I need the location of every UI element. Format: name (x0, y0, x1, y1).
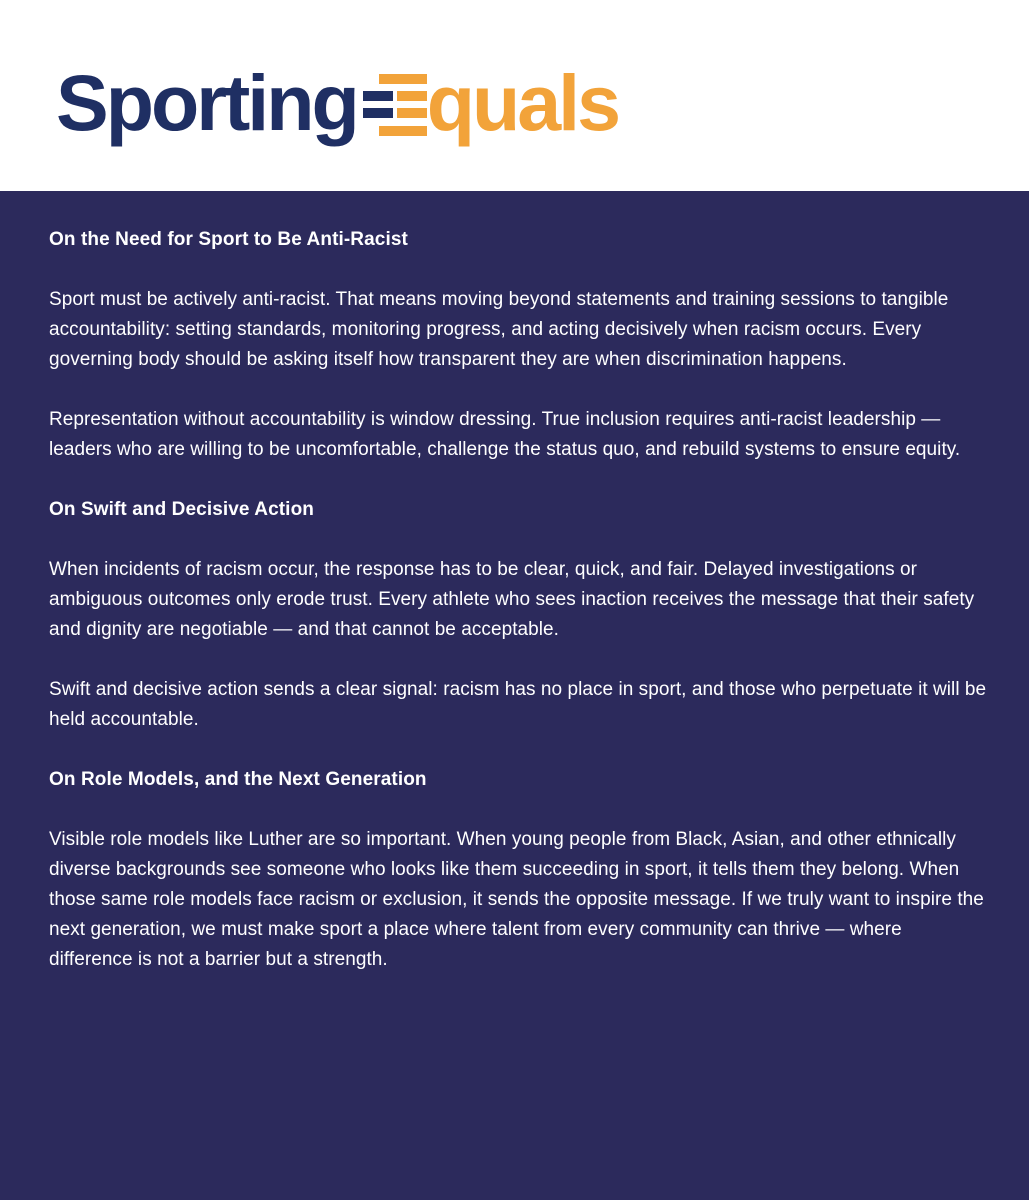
logo-word-equals: quals (426, 57, 619, 147)
section-paragraph: Swift and decisive action sends a clear signal: racism has no place in sport, and those who perpetuate it will be held accountable. (49, 679, 987, 730)
article-content (49, 225, 989, 1005)
section-paragraph: Sport must be actively anti-racist. That means moving beyond statements and training sessions to tangible accountability: setting standards, monitoring progress, and acting decisively when racism occurs. Every governing body should be asking itself how transparent they are when discrimination happens. (49, 289, 949, 370)
section-paragraph: When incidents of racism occur, the response has to be clear, quick, and fair. Delayed investigations or ambiguous outcomes only erode trust. Every athlete who sees inaction receives the message that their safety and dignity are negotiable — and that cannot be acceptable. (49, 559, 975, 640)
header (0, 0, 1029, 191)
sporting-equals-logo (56, 50, 618, 154)
article-body (0, 191, 1029, 1200)
logo-word-sporting: Sporting (56, 57, 357, 147)
section-heading: On Swift and Decisive Action (49, 499, 314, 520)
section-paragraph: Representation without accountability is window dressing. True inclusion requires anti-racist leadership — leaders who are willing to be uncomfortable, challenge the status quo, and rebuild systems to ensure equity. (49, 409, 961, 460)
section-heading: On the Need for Sport to Be Anti-Racist (49, 229, 408, 250)
section-paragraph: Visible role models like Luther are so important. When young people from Black, Asian, and other ethnically diverse backgrounds see someone who looks like them succeeding in sport, it tells them they belong. When those same role models face racism or exclusion, it sends the opposite message. If we truly want to inspire the next generation, we must make sport a place where talent from every community can thrive — where difference is not a barrier but a strength. (49, 829, 984, 970)
section-heading: On Role Models, and the Next Generation (49, 769, 427, 790)
equals-bars-icon (363, 74, 427, 136)
